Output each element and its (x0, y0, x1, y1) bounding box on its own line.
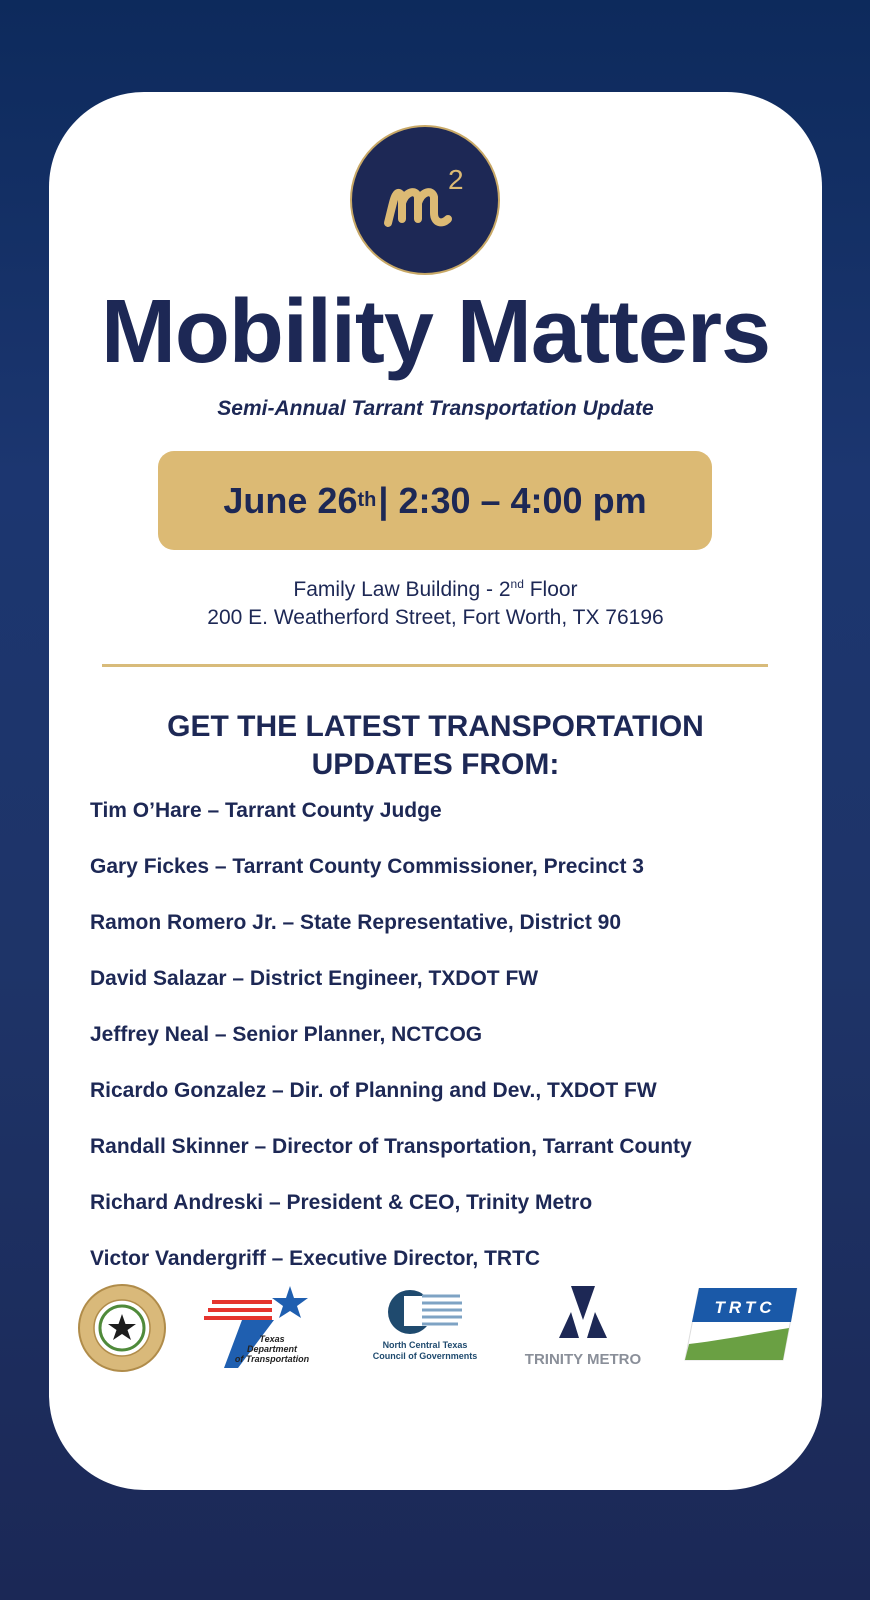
floor-ordinal: nd (510, 577, 524, 591)
heading-line-1: GET THE LATEST TRANSPORTATION (167, 710, 704, 743)
svg-text:TRTC: TRTC (714, 1298, 776, 1317)
partner-logos (49, 1284, 822, 1374)
event-date: June 26 (223, 479, 358, 521)
m-squared-icon (352, 127, 498, 273)
heading-line-2: UPDATES FROM: (311, 748, 560, 781)
list-item: Ricardo Gonzalez – Dir. of Planning and Dev., TXDOT FW (90, 1079, 657, 1102)
venue-floor: Floor (523, 578, 578, 601)
tarrant-county-seal-icon (78, 1284, 166, 1372)
flyer-card (49, 92, 822, 1490)
list-item: David Salazar – District Engineer, TXDOT FW (90, 967, 539, 990)
mobility-matters-logo (350, 125, 500, 275)
trinity-metro-logo-icon (519, 1286, 651, 1370)
list-item: Tim O’Hare – Tarrant County Judge (90, 799, 442, 822)
list-item: Ramon Romero Jr. – State Representative, District 90 (90, 911, 622, 934)
svg-text:Council of Governments: Council of Governments (372, 1351, 478, 1361)
list-item: Richard Andreski – President & CEO, Trinity Metro (90, 1191, 593, 1214)
section-heading (49, 708, 822, 784)
trtc-logo-icon (683, 1288, 799, 1364)
venue-address (49, 570, 822, 632)
list-item: Randall Skinner – Director of Transportation, Tarrant County (90, 1135, 692, 1158)
svg-text:Texas: Texas (259, 1334, 285, 1344)
svg-text:2: 2 (448, 164, 464, 195)
gold-divider (102, 664, 768, 667)
event-date-banner (158, 451, 712, 550)
svg-text:TRINITY METRO: TRINITY METRO (524, 1351, 642, 1368)
list-item: Gary Fickes – Tarrant County Commissioner, Precinct 3 (90, 855, 644, 878)
svg-text:North Central Texas: North Central Texas (382, 1340, 468, 1350)
event-time: | 2:30 – 4:00 pm (378, 479, 647, 521)
nctcog-logo-icon (362, 1286, 488, 1370)
speaker-list (90, 797, 692, 1301)
svg-text:of Transportation: of Transportation (234, 1354, 310, 1364)
txdot-logo-icon (202, 1286, 312, 1370)
svg-text:Department: Department (246, 1344, 298, 1354)
venue-street: 200 E. Weatherford Street, Fort Worth, TX 76196 (207, 606, 664, 629)
page-title: Mobility Matters (100, 282, 771, 382)
venue-building: Family Law Building - 2 (293, 578, 511, 601)
date-ordinal: th (357, 489, 377, 511)
subtitle: Semi-Annual Tarrant Transportation Update (217, 397, 654, 420)
list-item: Jeffrey Neal – Senior Planner, NCTCOG (90, 1023, 483, 1046)
list-item: Victor Vandergriff – Executive Director, TRTC (90, 1247, 541, 1270)
